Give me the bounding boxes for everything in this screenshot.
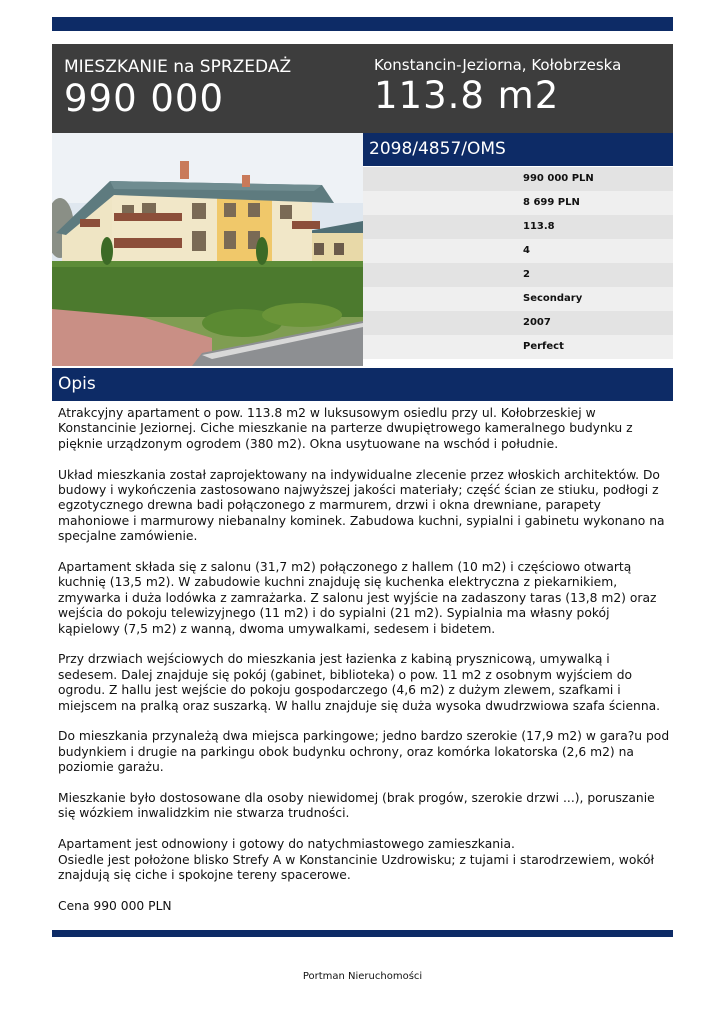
description-price: Cena 990 000 PLN xyxy=(58,898,172,913)
listing-reference: 2098/4857/OMS xyxy=(363,133,673,166)
spec-market: Secondary xyxy=(363,287,673,311)
description-paragraph: Mieszkanie było dostosowane dla osoby niewidomej (brak progów, szerokie drzwi ...), poruszanie się wózkiem inwalidzkim nie stwarza trudności. xyxy=(58,791,655,821)
spec-year-built: 2007 xyxy=(363,311,673,335)
listing-type: MIESZKANIE na SPRZEDAŻ xyxy=(64,57,292,77)
description-paragraph: Przy drzwiach wejściowych do mieszkania jest łazienka z kabiną prysznicową, umywalką i sedesem. Dalej znajduje się pokój (gabinet, biblioteka) o pow. 11 m2 z osobnym wyjściem do ogrodu. Z hallu jest wejście do pokoju gospodarczego (4,6 m2) z dużym zlewem, szafkami i miejscem na pralką oraz suszarką. W hallu znajduje się duża wysoka dwudrzwiowa szafa ścienna. xyxy=(58,652,661,713)
description-paragraph: Apartament jest odnowiony i gotowy do natychmiastowego zamieszkania. Osiedle jest położone blisko Strefy A w Konstancinie Uzdrowisku; z tujami i starodrzewiem, wokół znajdują się ciche i spokojne tereny spacerowe. xyxy=(58,837,655,883)
description-body xyxy=(58,406,670,930)
description-paragraph: Do mieszkania przynależą dwa miejsca parkingowe; jedno bardzo szerokie (17,9 m2) w gara?u pod budynkiem i drugie na parkingu obok budynku ochrony, oraz komórka lokatorska (2,6 m2) na poziomie garażu. xyxy=(58,729,670,775)
description-paragraph: Apartament składa się z salonu (31,7 m2) połączonego z hallem (10 m2) i częściowo otwartą kuchnię (13,5 m2). W zabudowie kuchni znajduję się kuchenka elektryczna z piekarnikiem, zmywarka i duża lodówka z zamrażarka. Z salonu jest wyjście na zadaszony taras (13,8 m2) oraz wejścia do pokoju telewizyjnego (11 m2) i do sypialni (21 m2). Sypialnia ma własny pokój kąpielowy (7,5 m2) z wanną, dwoma umywalkami, sedesem i bidetem. xyxy=(58,560,657,636)
agency-name: Portman Nieruchomości xyxy=(302,971,423,982)
apartment-building-photo xyxy=(52,133,363,366)
bottom-accent-bar xyxy=(52,930,673,937)
description-heading: Opis xyxy=(52,368,673,401)
spec-area: 113.8 xyxy=(363,215,673,239)
specs-table xyxy=(363,167,673,359)
spec-price: 990 000 PLN xyxy=(363,167,673,191)
spec-condition: Perfect xyxy=(363,335,673,359)
spec-price-per-m2: 8 699 PLN xyxy=(363,191,673,215)
spec-bedrooms: 2 xyxy=(363,263,673,287)
listing-price: 990 000 xyxy=(64,77,225,120)
listing-location: Konstancin-Jeziorna, Kołobrzeska xyxy=(374,56,622,74)
description-paragraph: Atrakcyjny apartament o pow. 113.8 m2 w luksusowym osiedlu przy ul. Kołobrzeskiej w Konstancinie Jeziornej. Ciche mieszkanie na parterze dwupiętrowego kameralnego budynku z pięknie urządzonym ogrodem (380 m2). Okna usytuowane na wschód i południe. xyxy=(58,406,633,451)
description-paragraph: Układ mieszkania został zaprojektowany na indywidualne zlecenie przez włoskich architektów. Do budowy i wykończenia zastosowano najwyższej jakości materiały; część ścian ze stiuku, podłogi z egzotycznego drewna badi połączonego z marmurem, drzwi i okna drewniane, parapety mahoniowe i marmurowy niebanalny kominek. Zabudowa kuchni, sypialni i gabinetu wykonano na specjalne zamówienie. xyxy=(58,467,665,544)
top-accent-bar xyxy=(52,17,673,31)
spec-rooms: 4 xyxy=(363,239,673,263)
listing-area: 113.8 m2 xyxy=(374,74,560,117)
listing-header xyxy=(52,44,673,133)
